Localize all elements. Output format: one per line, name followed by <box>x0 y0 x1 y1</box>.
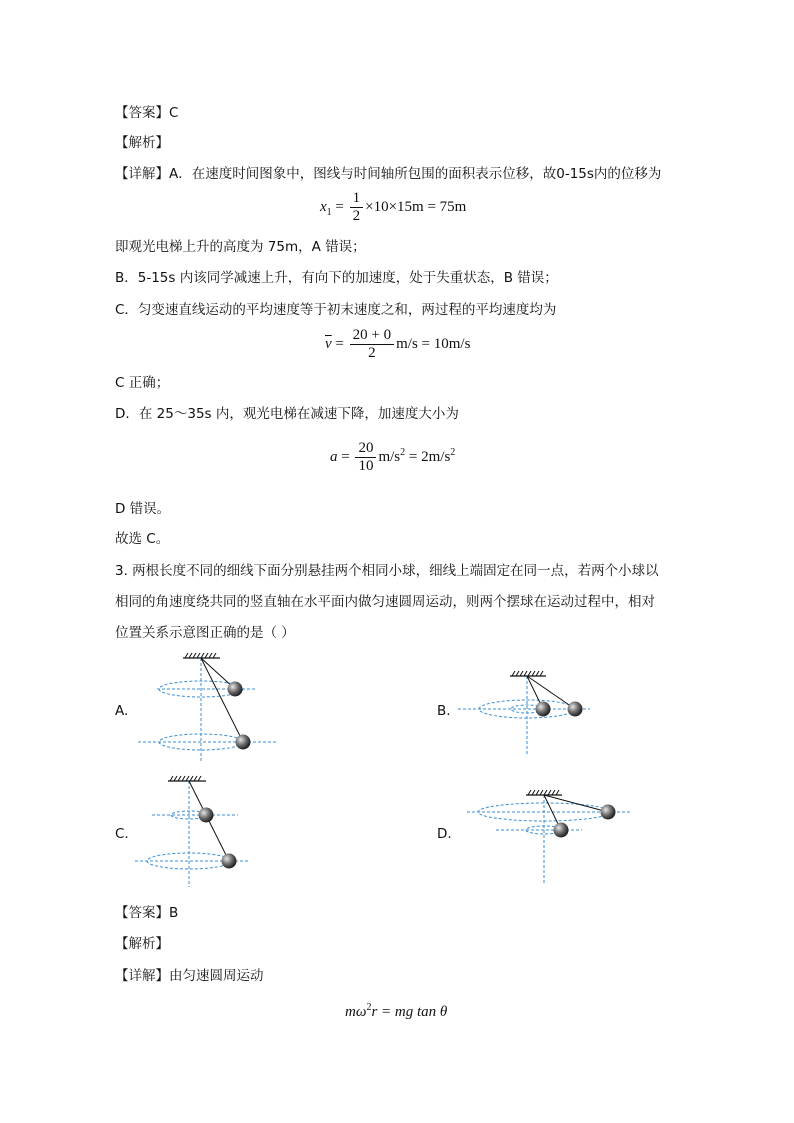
ball-outer <box>601 805 616 820</box>
ball-lower <box>236 735 251 750</box>
option-a-label[interactable]: A. <box>115 703 129 719</box>
ball-inner <box>554 823 569 838</box>
line-c2: C 正确； <box>115 375 170 391</box>
figure-option-b[interactable] <box>458 671 590 755</box>
ball-upper <box>199 808 214 823</box>
answer-2-label: 【答案】B <box>115 905 179 921</box>
ball-lower <box>222 854 237 869</box>
question-3-line1: 3. 两根长度不同的细线下面分别悬挂两个相同小球，细线上端固定在同一点，若两个小球以 <box>115 563 659 579</box>
figure-option-a[interactable] <box>138 653 278 763</box>
detail-2: 【详解】由匀速圆周运动 <box>115 968 264 984</box>
line-c: C．匀变速直线运动的平均速度等于初末速度之和，两过程的平均速度均为 <box>115 302 557 318</box>
figure-option-c[interactable] <box>135 776 248 887</box>
equation-2: $\overline{v}$ = $\frac{20 + 0}{2}$ m/s = 10m/s <box>325 327 471 361</box>
option-b-label[interactable]: B. <box>437 703 451 719</box>
conclusion: 故选 C。 <box>115 531 170 547</box>
analysis-2-label: 【解析】 <box>115 936 169 952</box>
line-a2: 即观光电梯上升的高度为 75m，A 错误； <box>115 239 366 255</box>
ball-upper <box>228 682 243 697</box>
line-d: D．在 25～35s 内，观光电梯在减速下降，加速度大小为 <box>115 406 459 422</box>
equation-1: $x_1$ = $\frac{1}{2}$ ×10×15m = 75m <box>320 190 467 224</box>
option-c-label[interactable]: C. <box>115 826 129 842</box>
figure-option-d[interactable] <box>467 790 632 883</box>
line-b: B．5-15s 内该同学减速上升，有向下的加速度，处于失重状态，B 错误； <box>115 270 558 286</box>
ball-outer <box>568 702 583 717</box>
analysis-label: 【解析】 <box>115 135 169 151</box>
equation-4: $m\omega^2r$ = mg tan θ <box>345 1002 448 1020</box>
detail-a: 【详解】A．在速度时间图象中，图线与时间轴所包围的面积表示位移，故0-15s内的位移为 <box>115 166 662 182</box>
equation-3: a = $\frac{20}{10}$ $m/s^2 = 2m/s^2$ <box>330 440 456 474</box>
question-3-line2: 相同的角速度绕共同的竖直轴在水平面内做匀速圆周运动，则两个摆球在运动过程中，相对 <box>115 594 655 610</box>
ball-inner <box>536 702 551 717</box>
answer-label: 【答案】C <box>115 105 179 121</box>
question-3-line3: 位置关系示意图正确的是（ ） <box>115 625 295 641</box>
option-d-label[interactable]: D. <box>437 826 452 842</box>
line-d2: D 错误。 <box>115 501 171 517</box>
